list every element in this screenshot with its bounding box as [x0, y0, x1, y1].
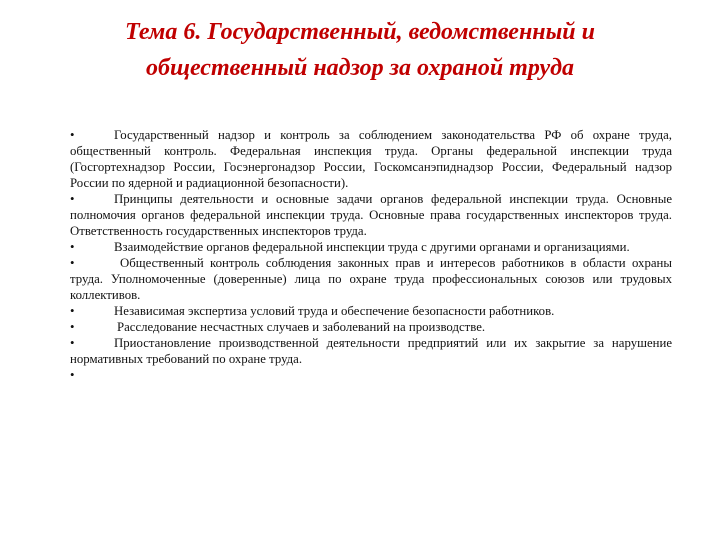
bullet-icon: • — [70, 256, 75, 270]
bullet-text: Приостановление производственной деятельности предприятий или их закрытие за нарушение нормативных требований по охране труда. — [70, 336, 672, 366]
bullet-icon: • — [70, 192, 75, 206]
bullet-text: Независимая экспертиза условий труда и обеспечение безопасности работников. — [114, 304, 555, 318]
bullet-item — [70, 255, 672, 303]
bullet-item — [70, 319, 672, 335]
bullet-text: Государственный надзор и контроль за соблюдением законодательства РФ об охране труда, общественный контроль. Федеральная инспекция труда. Органы федеральной инспекции труда (Госгортехнадзор России, Госэнергонадзор России, Госкомсанэпиднадзор России, Федеральный надзор России по ядерной и радиационной безопасности). — [70, 128, 672, 190]
bullet-icon: • — [70, 304, 75, 318]
bullet-icon: • — [70, 320, 75, 334]
slide-title-line-2: общественный надзор за охраной труда — [145, 55, 575, 81]
bullet-item-empty — [70, 367, 672, 383]
bullet-icon: • — [70, 368, 75, 382]
slide-title — [30, 14, 690, 86]
bullet-item — [70, 335, 672, 367]
bullet-item — [70, 191, 672, 239]
bullet-icon: • — [70, 128, 75, 142]
bullet-icon: • — [70, 336, 75, 350]
bullet-icon: • — [70, 240, 75, 254]
bullet-text: Взаимодействие органов федеральной инспекции труда с другими органами и организациями. — [114, 240, 630, 254]
bullet-text: Общественный контроль соблюдения законных прав и интересов работников в области охраны труда. Уполномоченные (доверенные) лица по охране труда профессиональных союзов или трудовых коллективов. — [70, 256, 672, 302]
bullet-text: Расследование несчастных случаев и заболеваний на производстве. — [117, 320, 486, 334]
slide-title-line-1: Тема 6. Государственный, ведомственный и — [125, 19, 595, 45]
bullet-item — [70, 127, 672, 191]
bullet-text: Принципы деятельности и основные задачи органов федеральной инспекции труда. Основные полномочия органов федеральной инспекции труда. Основные права государственных инспекторов труда. Ответственность государственных инспекторов труда. — [70, 192, 672, 238]
bullet-list — [70, 127, 672, 383]
bullet-item — [70, 303, 672, 319]
bullet-item — [70, 239, 672, 255]
